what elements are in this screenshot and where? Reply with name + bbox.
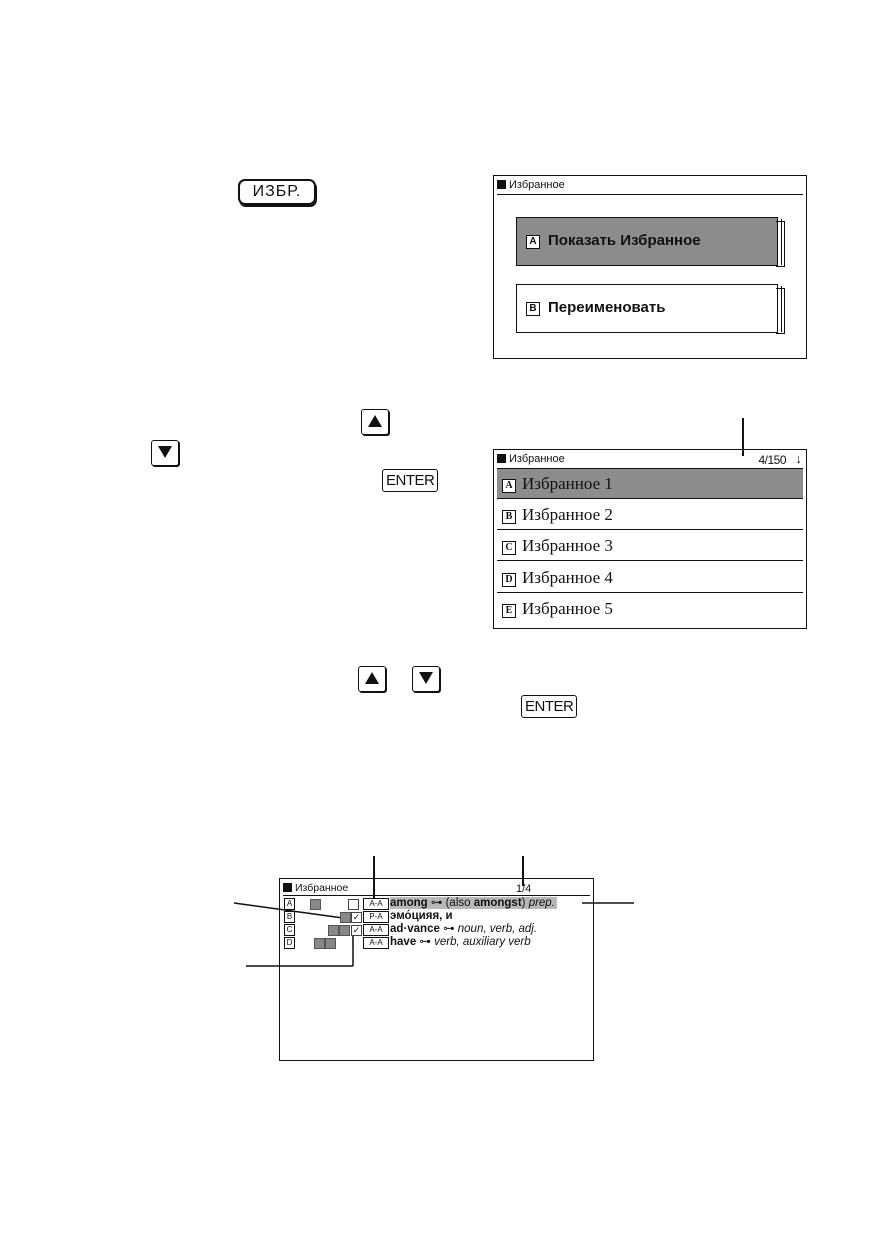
- entry-part: prep.: [528, 897, 555, 909]
- screen-favorites-words: [279, 878, 594, 1061]
- letter-b-icon: B: [526, 302, 540, 316]
- option-label: Показать Избранное: [548, 232, 701, 249]
- letter-e-icon: E: [502, 604, 516, 618]
- mark-square-icon: [339, 925, 350, 936]
- list-item-label: Избранное 2: [522, 505, 613, 524]
- divider: [283, 895, 590, 896]
- dictionary-tag: A-A: [363, 937, 389, 949]
- entry-part: ): [521, 897, 529, 909]
- page-counter: 4/150: [758, 453, 786, 467]
- headword: among: [390, 897, 428, 909]
- list-item[interactable]: [284, 911, 584, 923]
- enter-key[interactable]: ENTER: [521, 695, 577, 718]
- entry-part: (also: [442, 897, 474, 909]
- entry-text: [390, 897, 557, 909]
- dictionary-tag: A-A: [363, 924, 389, 936]
- dictionary-tag: P-A: [363, 911, 389, 923]
- list-item[interactable]: [284, 937, 584, 949]
- headword: эмо́ция: [390, 910, 433, 922]
- entry-part: amongst: [473, 897, 522, 909]
- entry-part: я,: [432, 910, 446, 922]
- entry-text: [390, 910, 453, 922]
- letter-d-icon: D: [502, 573, 516, 587]
- letter-a-icon: A: [526, 235, 540, 249]
- letter-d-icon: D: [284, 937, 295, 949]
- list-item[interactable]: [284, 898, 584, 910]
- letter-a-icon: A: [284, 898, 295, 910]
- option-label: Переименовать: [548, 299, 666, 316]
- entry-part: verb, auxiliary verb: [434, 936, 531, 948]
- izbr-key[interactable]: ИЗБР.: [238, 179, 316, 205]
- enter-key[interactable]: ENTER: [382, 469, 438, 492]
- key-symbol-icon: ⊶: [419, 936, 431, 948]
- mark-square-icon: [310, 899, 321, 910]
- mark-square-icon: [325, 938, 336, 949]
- key-symbol-icon: ⊶: [443, 923, 455, 935]
- page-counter: 1/4: [516, 883, 532, 895]
- list-item-label: Избранное 3: [522, 536, 613, 555]
- screen-title-text: Избранное: [295, 882, 349, 894]
- check-mark-icon[interactable]: ✓: [352, 925, 361, 935]
- screen-title-text: Избранное: [509, 179, 565, 191]
- headword: ad·vance: [390, 923, 440, 935]
- dictionary-tag: A-A: [363, 898, 389, 910]
- mark-square-icon: [314, 938, 325, 949]
- letter-b-icon: B: [502, 510, 516, 524]
- check-mark-icon[interactable]: ✓: [352, 912, 361, 922]
- checkbox-empty-icon[interactable]: [348, 899, 359, 910]
- screen-title: [283, 882, 348, 895]
- list-item-label: Избранное 5: [522, 599, 613, 618]
- divider: [352, 937, 354, 947]
- entry-text: [390, 936, 531, 948]
- entry-text: [390, 923, 537, 935]
- list-item[interactable]: [284, 924, 584, 936]
- letter-c-icon: C: [284, 924, 295, 936]
- list-item-label: Избранное 1: [522, 474, 613, 493]
- letter-c-icon: C: [502, 541, 516, 555]
- letter-b-icon: B: [284, 911, 295, 923]
- mark-square-icon: [328, 925, 339, 936]
- list-item-label: Избранное 4: [522, 568, 613, 587]
- headword: have: [390, 936, 417, 948]
- entry-part: noun, verb, adj.: [457, 923, 538, 935]
- mark-square-icon: [340, 912, 351, 923]
- screen-title-text: Избранное: [509, 453, 565, 465]
- letter-a-icon: A: [502, 479, 516, 493]
- entry-part: и: [445, 910, 453, 922]
- key-symbol-icon: ⊶: [430, 897, 443, 909]
- title-square-icon: [283, 883, 292, 892]
- scroll-down-icon: ↓: [795, 451, 802, 466]
